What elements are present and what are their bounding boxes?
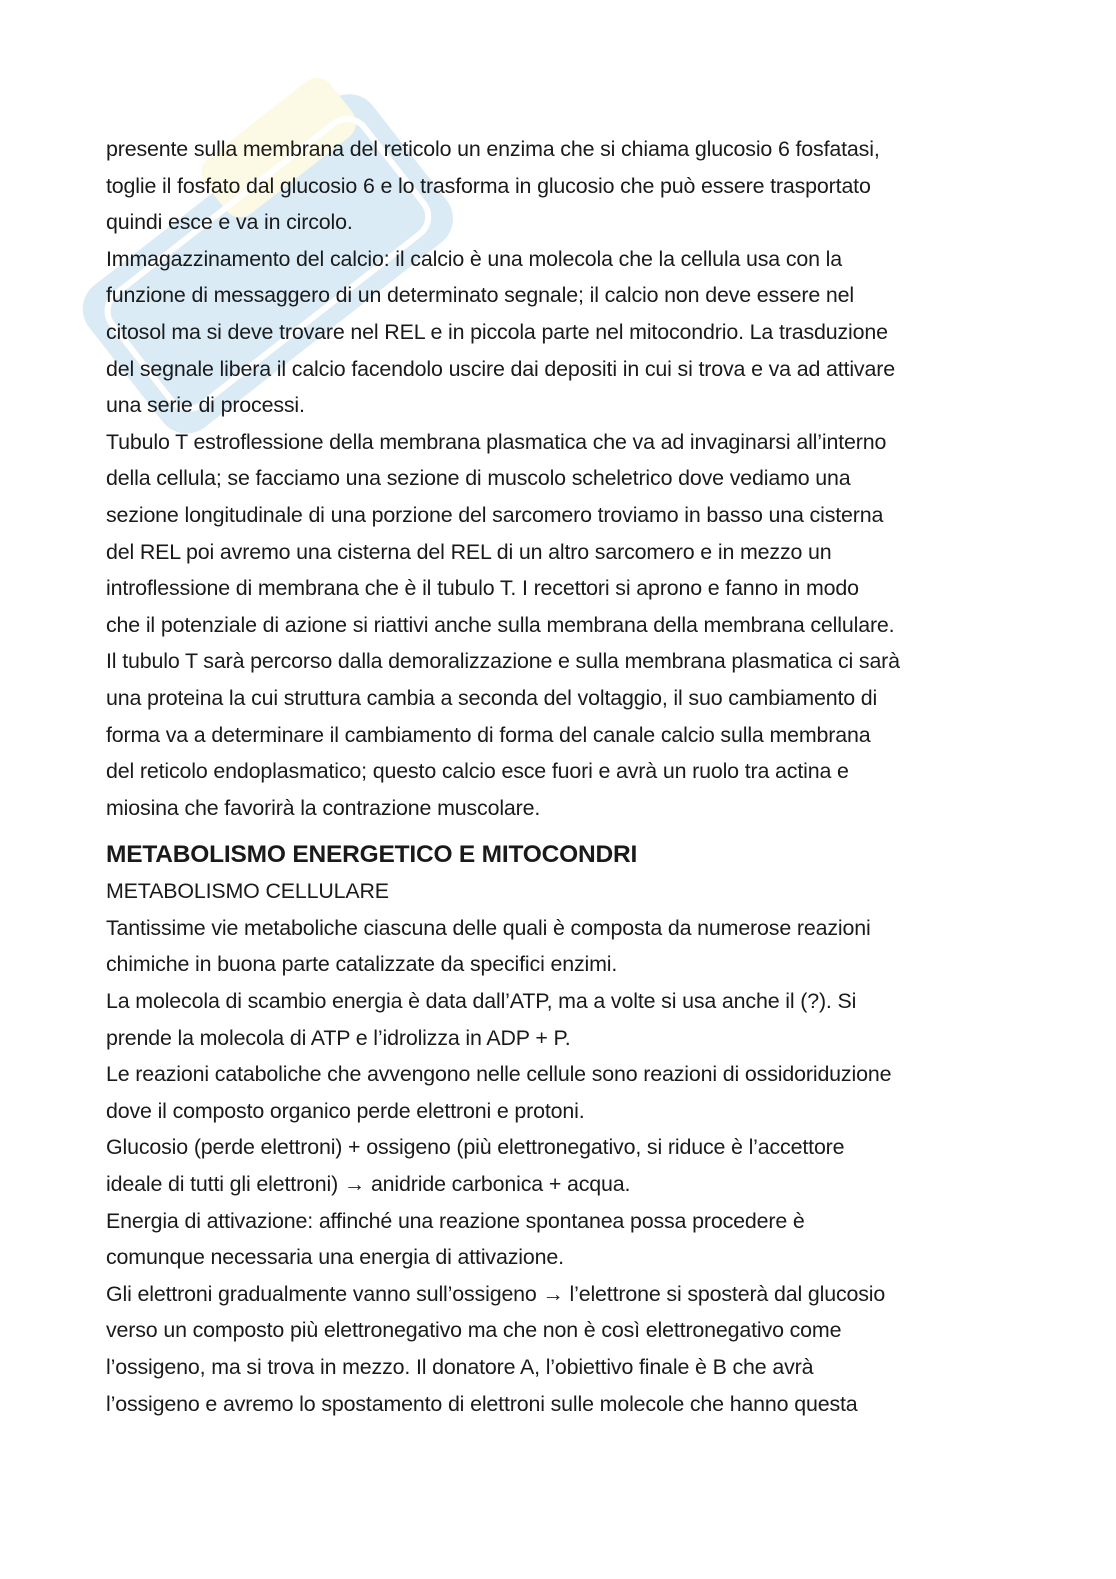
- section-metabolismo: [106, 873, 1011, 1422]
- text-line: prende la molecola di ATP e l’idrolizza in ADP + P.: [106, 1025, 571, 1050]
- text-line: l’ossigeno, ma si trova in mezzo. Il donatore A, l’obiettivo finale è B che avrà: [106, 1355, 814, 1379]
- text-line: una proteina la cui struttura cambia a seconda del voltaggio, il suo cambiamento di: [106, 685, 878, 710]
- subheading: METABOLISMO CELLULARE: [106, 879, 389, 904]
- text-line: Immagazzinamento del calcio: il calcio è una molecola che la cellula usa con la: [106, 246, 843, 271]
- text-line: Tantissime vie metaboliche ciascuna delle quali è composta da numerose reazioni: [106, 915, 871, 940]
- text-line: Le reazioni cataboliche che avvengono nelle cellule sono reazioni di ossidoriduzione: [106, 1062, 892, 1087]
- text-line: Tubulo T estroflessione della membrana plasmatica che va ad invaginarsi all’interno: [106, 429, 887, 454]
- text-line: Gli elettroni gradualmente vanno sull’ossigeno → l’elettrone si sposterà dal glucosio: [106, 1281, 886, 1306]
- text-line: comunque necessaria una energia di attivazione.: [106, 1245, 564, 1270]
- text-line: introflessione di membrana che è il tubulo T. I recettori si aprono e fanno in modo: [106, 576, 859, 601]
- text-line: Il tubulo T sarà percorso dalla demoralizzazione e sulla membrana plasmatica ci sarà: [106, 649, 900, 674]
- text-line: sezione longitudinale di una porzione del sarcomero troviamo in basso una cisterna: [106, 502, 884, 527]
- text-line: una serie di processi.: [106, 393, 305, 418]
- text-line: l’ossigeno e avremo lo spostamento di elettroni sulle molecole che hanno questa: [106, 1391, 858, 1416]
- text-line: che il potenziale di azione si riattivi anche sulla membrana della membrana cellulare.: [106, 612, 895, 637]
- text-line: verso un composto più elettronegativo ma che non è così elettronegativo come: [106, 1318, 842, 1343]
- text-line: dove il composto organico perde elettroni e protoni.: [106, 1098, 585, 1123]
- text-line: del REL poi avremo una cisterna del REL di un altro sarcomero e in mezzo un: [106, 539, 832, 564]
- text-line: del segnale libera il calcio facendolo uscire dai depositi in cui si trova e va ad attivare: [106, 356, 895, 381]
- document-page: [106, 131, 1011, 1422]
- text-line: La molecola di scambio energia è data dall’ATP, ma a volte si usa anche il (?). Si: [106, 989, 857, 1014]
- text-line: Energia di attivazione: affinché una reazione spontanea possa procedere è: [106, 1208, 805, 1233]
- text-line: funzione di messaggero di un determinato segnale; il calcio non deve essere nel: [106, 283, 854, 308]
- section-heading: METABOLISMO ENERGETICO E MITOCONDRI: [106, 841, 638, 869]
- text-line: quindi esce e va in circolo.: [106, 210, 353, 235]
- text-line: forma va a determinare il cambiamento di forma del canale calcio sulla membrana: [106, 722, 871, 747]
- text-line: miosina che favorirà la contrazione muscolare.: [106, 795, 541, 820]
- text-line: del reticolo endoplasmatico; questo calcio esce fuori e avrà un ruolo tra actina e: [106, 759, 849, 784]
- text-line: citosol ma si deve trovare nel REL e in piccola parte nel mitocondrio. La trasduzione: [106, 319, 888, 344]
- text-line: presente sulla membrana del reticolo un enzima che si chiama glucosio 6 fosfatasi,: [106, 137, 880, 161]
- section-reticolo: [106, 131, 1011, 826]
- text-line: chimiche in buona parte catalizzate da specifici enzimi.: [106, 952, 618, 977]
- text-line: della cellula; se facciamo una sezione di muscolo scheletrico dove vediamo una: [106, 466, 851, 491]
- text-line: toglie il fosfato dal glucosio 6 e lo trasforma in glucosio che può essere trasportato: [106, 173, 871, 198]
- text-line: Glucosio (perde elettroni) + ossigeno (più elettronegativo, si riduce è l’accettore: [106, 1135, 845, 1160]
- text-line: ideale di tutti gli elettroni) → anidride carbonica + acqua.: [106, 1172, 631, 1197]
